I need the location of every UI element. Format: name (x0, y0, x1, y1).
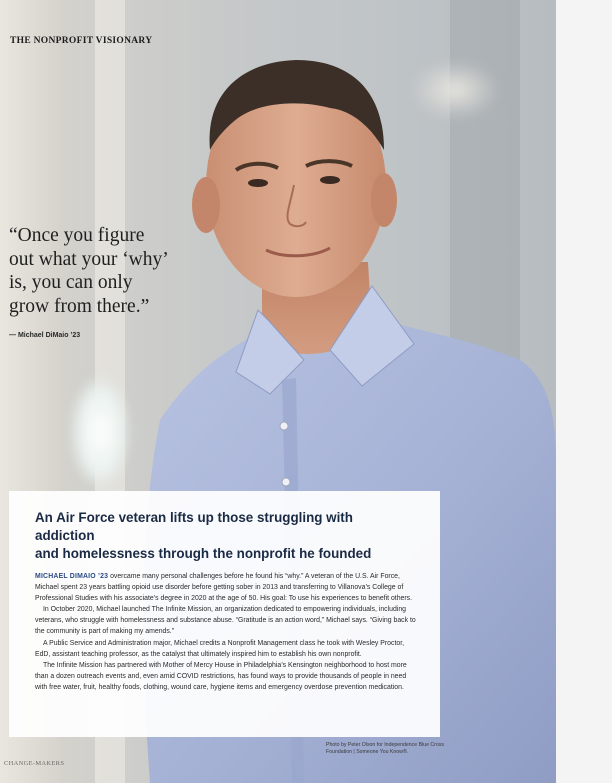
article-box (9, 491, 440, 737)
paragraph-1 (35, 571, 416, 604)
quote-line: out what your ‘why’ (9, 248, 169, 270)
article-body (35, 571, 416, 693)
quote-attribution: — Michael DiMaio ’23 (9, 332, 81, 339)
byline: MICHAEL DIMAIO ’23 (35, 573, 109, 580)
paragraph-3: A Public Service and Administration major, Michael credits a Nonprofit Management class he took with Wesley Proctor, EdD, assistant teaching professor, as the catalyst that ultimately inspired him to establish his own nonprofit. (35, 639, 405, 658)
headline-line: and homelessness through the nonprofit he founded (35, 546, 372, 561)
section-label: THE NONPROFIT VISIONARY (10, 36, 153, 46)
quote-line: “Once you figure (9, 225, 145, 246)
photo-credit: Photo by Peter Olson for Independence Blue Cross Foundation | Someone You Know®. (326, 742, 444, 755)
quote-line: grow from there.” (9, 295, 150, 317)
article-headline (35, 509, 416, 563)
headline-line: An Air Force veteran lifts up those struggling with addiction (35, 510, 353, 543)
footer-label: CHANGE-MAKERS (4, 760, 65, 767)
paragraph-4: The Infinite Mission has partnered with Mother of Mercy House in Philadelphia’s Kensington neighborhood to host more than a dozen outreach events and, even amid COVID restrictions, has found ways to provide thousands of people in need with free water, fruit, healthy foods, clothing, wound care, hygiene items and emergency overdose prevention medication. (35, 661, 407, 691)
pull-quote (9, 224, 184, 318)
quote-line: is, you can only (9, 272, 133, 293)
paragraph-1-text: overcame many personal challenges before he found his “why.” A veteran of the U.S. Air Force, Michael spent 23 years battling opioid use disorder before getting sober in 2013 and transferring to Villanova’s College of Professional Studies with his associate’s degree in 2020 at the age of 50. His goal: To use his experiences to benefit others. (35, 573, 413, 603)
page-margin (556, 0, 612, 783)
paragraph-2: In October 2020, Michael launched The Infinite Mission, an organization dedicated to empowering individuals, including veterans, who struggle with homelessness and substance abuse. “Gratitude is an action word,” Michael says. “Giving back to the community is part of making my amends.” (35, 606, 416, 636)
